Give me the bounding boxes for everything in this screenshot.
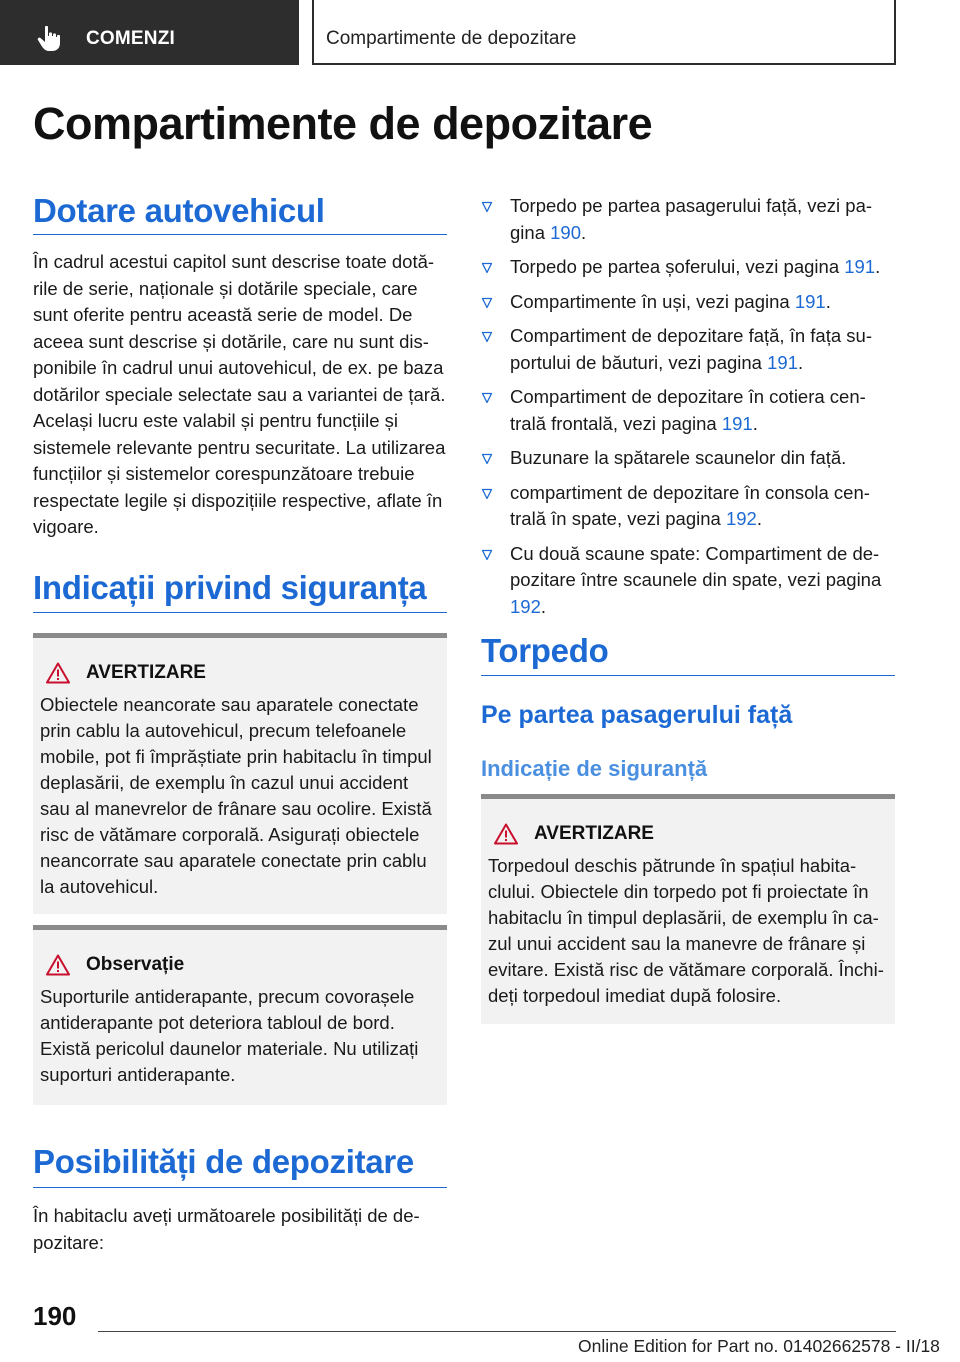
- subsubsection-title: Indicație de siguranță: [481, 756, 708, 781]
- triangle-bullet-icon: [481, 262, 493, 274]
- list-item: [481, 254, 895, 281]
- list-item-end: .: [581, 221, 587, 243]
- page-reference-link[interactable]: 191: [767, 351, 798, 373]
- list-item: [481, 289, 895, 316]
- list-item-end: .: [540, 595, 547, 617]
- section-title-torpedo: Torpedo: [481, 632, 609, 669]
- list-item-text: Compartiment de depozitare în cotiera centrală frontală, vezi pagina: [510, 386, 866, 434]
- chapter-tab-label: Compartimente de depozitare: [326, 28, 577, 49]
- warning-box: [33, 633, 447, 914]
- page-reference-link[interactable]: 190: [550, 221, 581, 243]
- page-reference-link[interactable]: 191: [844, 256, 876, 277]
- page-reference-link[interactable]: 192: [725, 508, 757, 529]
- warning-text: Obiectele neancorate sau aparatele conectate prin cablu la autovehicul, precum telefoanele mobile, pot fi împrăștiate prin habitaclu în timpul deplasării, de exemplu în cazul unui accident sau al manevrelor de frânare sau ocolire. Există risc de vătămare corporală. Asigurați obiectele neancorrate sau aparatele conectate prin cablu la autovehicul.: [40, 694, 432, 897]
- list-item: [481, 541, 895, 621]
- notice-box: [33, 925, 447, 1105]
- warning-text: Torpedoul deschis pătrunde în spațiul habitaclului. Obiectele din torpedo pot fi proiectate în habitaclu în timpul deplasării, de exemplu în cazul unui accident sau la manevre de frânare și evitare. Există risc de vătămare corporală. Închideți torpedoul imediat după folosire.: [488, 855, 884, 1006]
- triangle-bullet-icon: [481, 488, 493, 500]
- list-item: [481, 384, 895, 437]
- section-tab-label: COMENZI: [86, 28, 176, 49]
- triangle-bullet-icon: [481, 297, 493, 309]
- warning-title: AVERTIZARE: [534, 823, 654, 844]
- list-item-end: .: [825, 290, 831, 312]
- section-rule: [481, 675, 895, 676]
- list-item-text: Compartimente în uși, vezi pagina: [510, 290, 795, 312]
- list-item: [481, 193, 895, 246]
- chapter-tab[interactable]: [312, 0, 896, 65]
- warning-triangle-icon: [494, 823, 518, 845]
- page-reference-link[interactable]: 191: [721, 412, 753, 434]
- page-title: Compartimente de depozitare: [33, 98, 653, 149]
- list-item: [481, 323, 895, 376]
- warning-header: [40, 660, 439, 686]
- triangle-bullet-icon: [481, 453, 493, 465]
- notice-text: Suporturile antiderapante, precum covorașele antiderapante pot deteriora tabloul de bord. Există pericolul daunelor materiale. Nu utilizați suporturi antiderapante.: [40, 986, 419, 1085]
- list-item: [481, 445, 895, 472]
- list-item-end: .: [752, 412, 758, 434]
- list-item: [481, 480, 895, 533]
- warning-box-torpedo: [481, 794, 895, 1024]
- notice-title: Observație: [86, 954, 185, 975]
- page-number: 190: [33, 1301, 77, 1331]
- storage-list: [481, 193, 895, 620]
- page-reference-link[interactable]: 191: [794, 290, 826, 312]
- hand-pointer-icon: [36, 24, 64, 52]
- list-item-end: .: [875, 256, 881, 277]
- list-item-text: Torpedo pe partea pasagerului față, vezi pagina: [510, 195, 873, 243]
- warning-triangle-icon: [46, 662, 70, 684]
- list-item-end: .: [798, 351, 804, 373]
- list-item-end: .: [756, 508, 762, 529]
- page-reference-link[interactable]: 192: [510, 595, 541, 617]
- warning-title: AVERTIZARE: [86, 662, 206, 683]
- section-title-posibilitati: Posibilități de depozitare: [33, 1143, 414, 1180]
- section-rule: [33, 234, 447, 235]
- section-title-indicatii: Indicații privind siguranța: [33, 569, 427, 606]
- subsection-title: Pe partea pasagerului față: [481, 701, 793, 729]
- triangle-bullet-icon: [481, 331, 493, 343]
- list-item-text: Cu două scaune spate: Compartiment de depozitare între scaunele din spate, vezi pagina: [510, 542, 882, 590]
- section-title-dotare: Dotare autovehicul: [33, 192, 325, 229]
- list-item-text: Compartiment de depozitare față, în fața suportului de băuturi, vezi pagina: [510, 325, 872, 373]
- section-rule: [33, 612, 447, 613]
- notice-header: [40, 952, 439, 978]
- list-item-text: Torpedo pe partea șoferului, vezi pagina: [510, 256, 845, 277]
- section-tab[interactable]: [0, 0, 299, 65]
- triangle-bullet-icon: [481, 549, 493, 561]
- list-item-text: Buzunare la spătarele scaunelor din față.: [510, 447, 847, 468]
- list-item-text: compartiment de depozitare în consola centrală în spate, vezi pagina: [510, 481, 870, 529]
- triangle-bullet-icon: [481, 392, 493, 404]
- intro-paragraph: În cadrul acestui capitol sunt descrise toate dotările de serie, naționale și dotările speciale, care sunt oferite pentru această serie de model. De aceea sunt descrise și dotările, care nu sunt disponibile în cadrul unui autovehicul, de ex. pe baza dotărilor speciale selectate sau a variantei de țară. Același lucru este valabil și pentru funcțiile și sistemele relevante pentru securitate. La utilizarea funcțiilor și sistemelor corespunzătoare trebuie respectate legile și dispozițiile respective, aflate în vigoare.: [33, 251, 446, 537]
- edition-note: Online Edition for Part no. 01402662578 - II/18: [578, 1336, 940, 1356]
- warning-triangle-icon: [46, 954, 70, 976]
- section-rule: [33, 1187, 447, 1188]
- storage-intro-paragraph: În habitaclu aveți următoarele posibilități de depozitare:: [33, 1205, 420, 1253]
- footer-rule: [98, 1331, 896, 1332]
- warning-header: [488, 821, 887, 847]
- triangle-bullet-icon: [481, 201, 493, 213]
